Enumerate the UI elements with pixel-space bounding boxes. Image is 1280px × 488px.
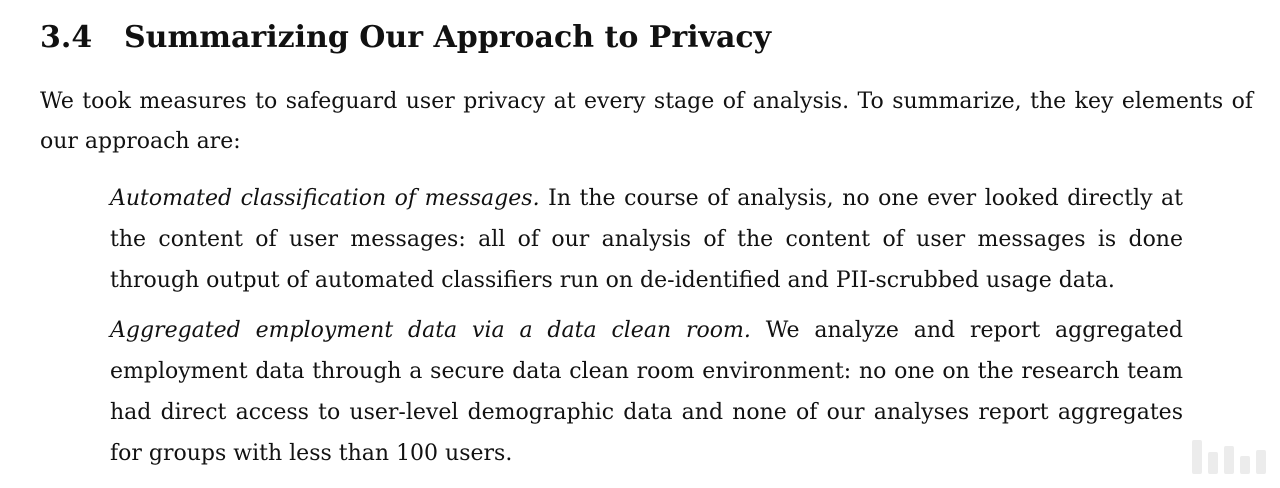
- item-title: Aggregated employment data via a data clean room.: [110, 318, 751, 343]
- item-body: In the course of analysis, no one ever looked directly at the content of user messages: all of our analysis of the content of user messages is done through output of automated classifiers run on de-identified and PII-scrubbed usage data.: [110, 186, 1184, 293]
- section-title: Summarizing Our Approach to Privacy: [124, 20, 772, 55]
- approach-item-data-clean-room: [110, 310, 1183, 474]
- section-number: 3.4: [40, 20, 93, 55]
- item-title: Automated classification of messages.: [110, 186, 540, 211]
- section-heading: [40, 18, 771, 58]
- approach-item-automated-classification: [110, 178, 1183, 301]
- watermark-logo: [1192, 440, 1266, 474]
- item-body: We analyze and report aggregated employment data through a secure data clean room environment: no one on the research team had direct access to user-level demographic data and none of our analyses report aggregates for groups with less than 100 users.: [110, 318, 1183, 466]
- intro-paragraph: We took measures to safeguard user privacy at every stage of analysis. To summarize, the key elements of our approach are:: [40, 89, 1253, 154]
